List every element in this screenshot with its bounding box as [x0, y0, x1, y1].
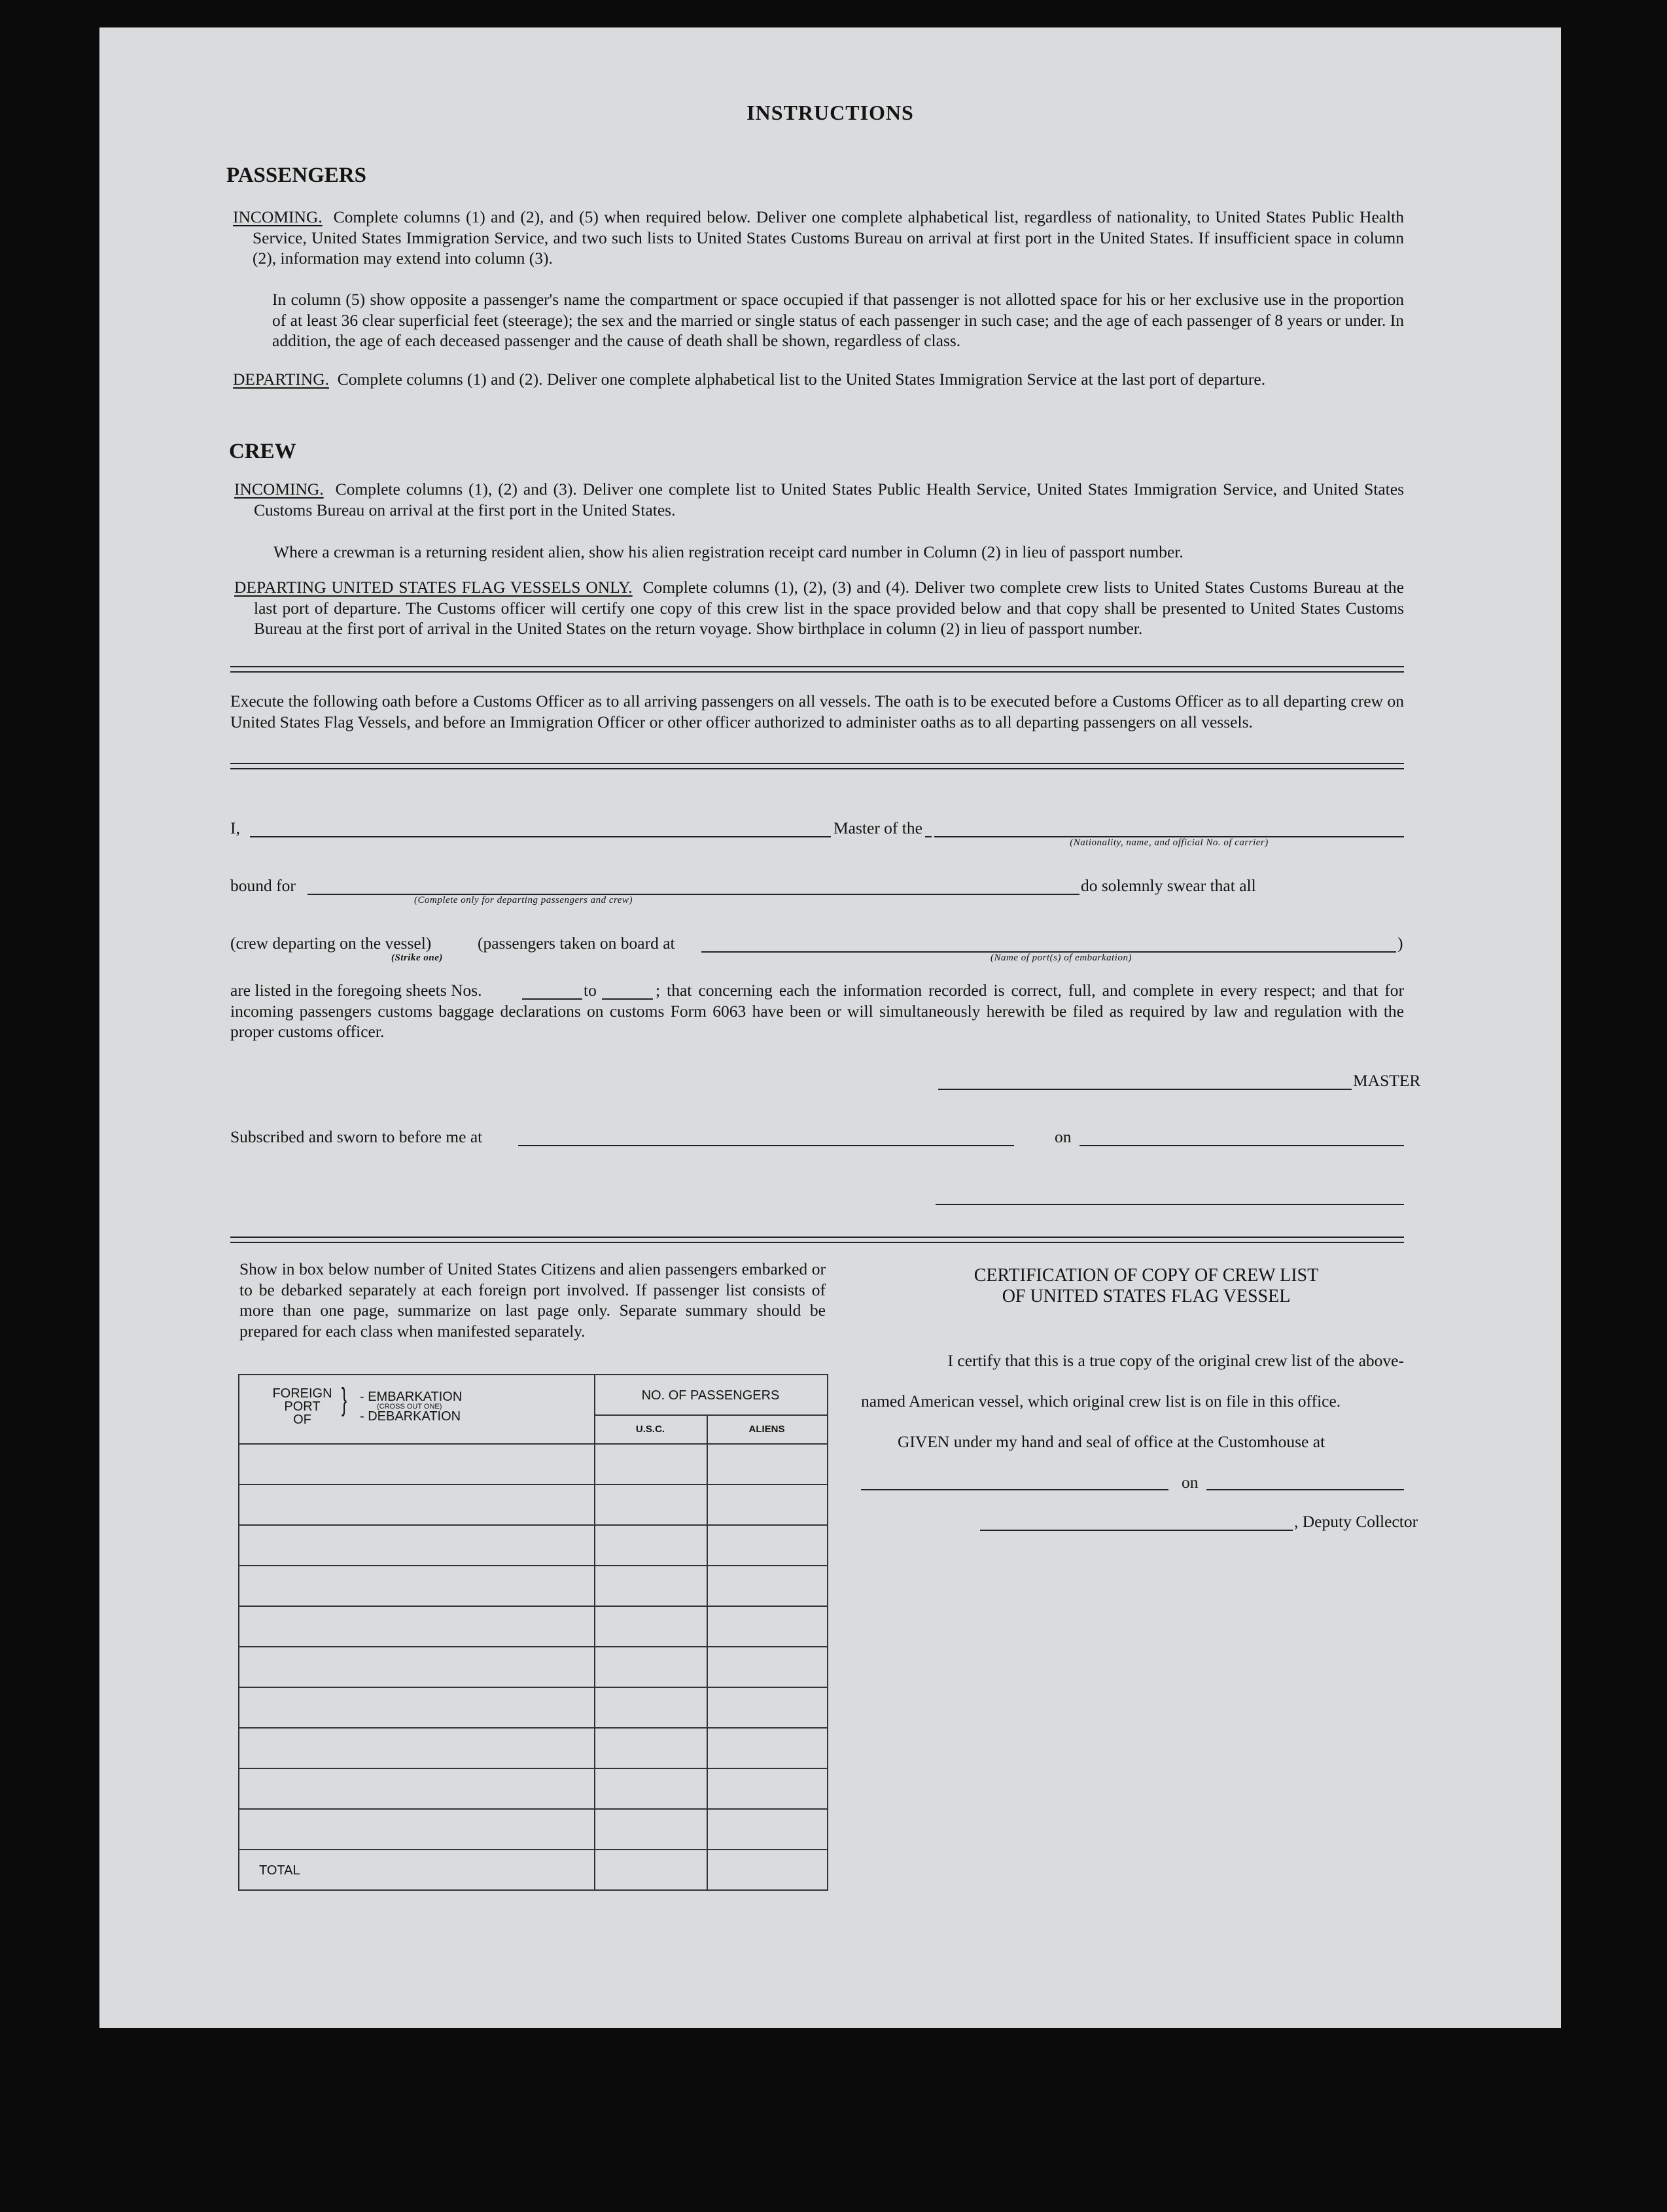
ports-caption: (Name of port(s) of embarkation)	[991, 953, 1132, 963]
strike-one-caption: (Strike one)	[391, 953, 443, 963]
divider	[230, 1237, 1404, 1243]
oath-close-paren: )	[1397, 934, 1403, 953]
deputy-collector: , Deputy Collector	[1294, 1512, 1418, 1531]
crew-resident-paragraph: Where a crewman is a returning resident alien, show his alien registration receipt card number in Column (2) in lieu of passport number.	[273, 542, 1184, 561]
certification-title: CERTIFICATION OF COPY OF CREW LIST OF UNITED STATES FLAG VESSEL	[974, 1265, 1319, 1307]
form-sheet	[99, 27, 1561, 2028]
certify-line-1: I certify that this is a true copy of the original crew list of the above-	[947, 1351, 1404, 1370]
customhouse-line[interactable]	[861, 1489, 1168, 1490]
table-row[interactable]	[238, 1768, 827, 1769]
oath-listed-to: to	[584, 981, 597, 1000]
passengers-departing-paragraph	[233, 369, 1404, 390]
brace-icon: }	[342, 1382, 347, 1417]
certify-date-line[interactable]	[1206, 1489, 1404, 1490]
table-row[interactable]	[238, 1606, 827, 1607]
oath-listed-a: are listed in the foregoing sheets Nos.	[230, 981, 482, 1000]
oath-passengers-taken: (passengers taken on board at	[478, 934, 675, 953]
passengers-column5-paragraph: In column (5) show opposite a passenger's name the compartment or space occupied if that passenger is not allotted space for his or her exclusive use in the proportion of at least 36 clear superficial feet (steerage); the sex and the married or single status of each passenger in such case; and the age of each passenger of 8 years or under. In addition, the age of each deceased passenger and the cause of death shall be shown, regardless of class.	[272, 290, 1404, 350]
table-row[interactable]	[238, 1687, 827, 1688]
usc-header: U.S.C.	[635, 1424, 665, 1435]
crew-incoming-label: INCOMING.	[234, 480, 324, 499]
embarkation-label: - EMBARKATION (CROSS OUT ONE) - DEBARKATION	[360, 1390, 463, 1424]
table-row[interactable]	[238, 1849, 827, 1850]
passengers-incoming-paragraph	[233, 207, 1405, 269]
table-divider	[707, 1414, 708, 1889]
oath-on: on	[1055, 1127, 1072, 1146]
table-row[interactable]	[238, 1565, 827, 1566]
sworn-place-line[interactable]	[518, 1145, 1014, 1146]
passengers-incoming-text: Complete columns (1) and (2), and (5) when required below. Deliver one complete alphabetical list, regardless of nationality, to United States Public Health Service, United States Immigration Service, and two such lists to United States Customs Bureau on arrival at first port in the United States. If insufficient space in column (2), information may extend into column (3).	[253, 207, 1405, 268]
total-label: TOTAL	[259, 1863, 300, 1878]
passenger-summary-table	[238, 1374, 828, 1891]
crew-departing-text: Complete columns (1), (2), (3) and (4). Deliver two complete crew lists to United States Customs Bureau at the last port of departure. The Customs officer will certify one copy of this crew list in the space provided below and that copy shall be presented to United States Customs Bureau at the first port of arrival in the United States on the return voyage. Show birthplace in column (2) in lieu of passport number.	[254, 578, 1404, 638]
oath-intro: Execute the following oath before a Customs Officer as to all arriving passengers on all vessels. The oath is to be executed before a Customs Officer as to all departing crew on United States Flag Vessels, and before an Immigration Officer or other officer authorized to administer oaths as to all departing passengers on all vessels.	[230, 692, 1404, 731]
crew-departing-label: DEPARTING UNITED STATES FLAG VESSELS ONLY.	[234, 578, 633, 597]
no-passengers-header: NO. OF PASSENGERS	[641, 1388, 780, 1403]
crew-heading: CREW	[229, 440, 296, 463]
oath-bound-for: bound for	[230, 876, 296, 895]
sworn-date-line[interactable]	[1079, 1145, 1404, 1146]
crew-incoming-paragraph	[234, 479, 1404, 520]
page-title: INSTRUCTIONS	[746, 101, 914, 124]
passengers-departing-label: DEPARTING.	[233, 370, 329, 389]
passengers-departing-text: Complete columns (1) and (2). Deliver one complete alphabetical list to the United States Immigration Service at the last port of departure.	[337, 370, 1266, 389]
certify-on: on	[1182, 1473, 1199, 1492]
table-row[interactable]	[238, 1443, 827, 1445]
certify-line-2: named American vessel, which original crew list is on file in this office.	[861, 1392, 1341, 1411]
table-row[interactable]	[238, 1484, 827, 1485]
officer-signature-line[interactable]	[936, 1204, 1404, 1205]
deputy-signature-line[interactable]	[980, 1530, 1293, 1531]
crew-incoming-text: Complete columns (1), (2) and (3). Deliver one complete list to United States Public Health Service, United States Immigration Service, and United States Customs Bureau on arrival at the first port in the United States.	[254, 480, 1404, 519]
passengers-incoming-label: INCOMING.	[233, 207, 323, 226]
foreign-port-of-label: FOREIGN PORT OF	[272, 1386, 332, 1427]
oath-crew-departing: (crew departing on the vessel)	[230, 934, 432, 953]
crew-departing-paragraph	[234, 577, 1404, 639]
summary-instructions: Show in box below number of United States Citizens and alien passengers embarked or to be debarked separately at each foreign port involved. If passenger list consists of more than one page, summarize on last page only. Separate summary should be prepared for each class when manifested separately.	[239, 1259, 826, 1341]
table-row[interactable]	[238, 1808, 827, 1810]
oath-master-of: Master of the	[831, 818, 925, 839]
table-divider	[594, 1374, 595, 1889]
master-signature-line[interactable]	[938, 1089, 1352, 1090]
oath-master: MASTER	[1353, 1071, 1421, 1090]
oath-subscribed: Subscribed and sworn to before me at	[230, 1127, 483, 1146]
certify-given: GIVEN under my hand and seal of office at the Customhouse at	[898, 1432, 1325, 1451]
carrier-caption: (Nationality, name, and official No. of carrier)	[1070, 837, 1269, 848]
table-row[interactable]	[238, 1646, 827, 1647]
table-divider	[594, 1414, 827, 1416]
oath-i-label: I,	[230, 818, 240, 837]
oath-swear: do solemnly swear that all	[1081, 876, 1256, 895]
aliens-header: ALIENS	[748, 1424, 785, 1435]
master-name-line[interactable]	[250, 836, 932, 837]
departing-caption: (Complete only for departing passengers and crew)	[414, 895, 633, 905]
table-row[interactable]	[238, 1727, 827, 1729]
divider	[230, 666, 1404, 673]
table-row[interactable]	[238, 1524, 827, 1526]
oath-listed-b: ; that concerning each the information recorded is correct, full, and complete in every respect; and that for incoming passengers customs baggage declarations on customs Form 6063 have been or will simultaneously herewith be filed as required by law and regulation with the proper customs officer.	[230, 981, 1404, 1041]
divider	[230, 763, 1404, 769]
passengers-heading: PASSENGERS	[226, 164, 366, 187]
